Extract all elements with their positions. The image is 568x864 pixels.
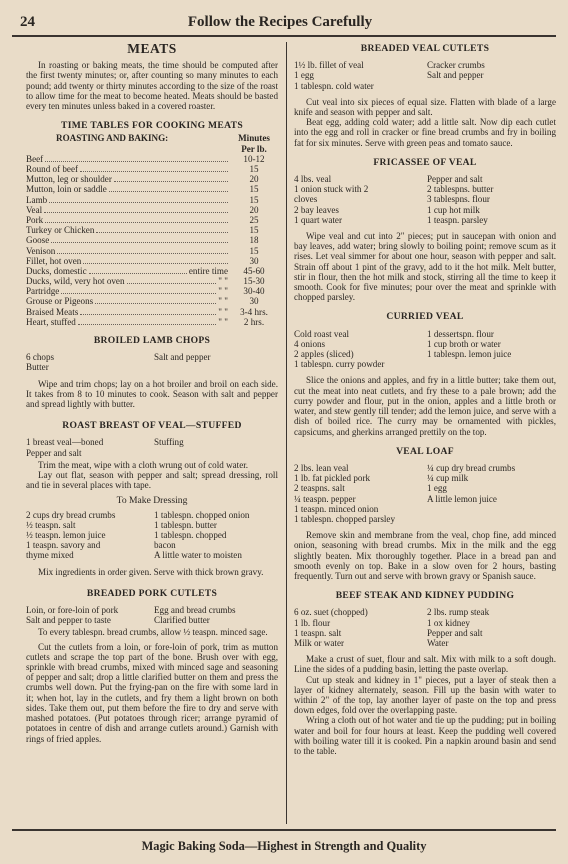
timetable-row: [26, 246, 278, 256]
timetable-row: [26, 205, 278, 215]
meat-minutes: 3-4 hrs.: [240, 306, 268, 317]
meat-minutes: 15: [249, 225, 259, 236]
dressing-title: To Make Dressing: [116, 495, 188, 507]
ingredients-broiled-lamb: [26, 352, 278, 372]
title-fricassee: FRICASSEE OF VEAL: [373, 156, 477, 168]
ingredient: 3 tablespns. flour: [427, 194, 490, 205]
text-roast-veal-3: Mix ingredients in order given. Serve with thick brown gravy.: [38, 566, 264, 577]
ingredient: cloves: [294, 194, 318, 205]
timetable-row: [26, 174, 278, 184]
title-roast-veal: ROAST BREAST OF VEAL—STUFFED: [62, 420, 242, 432]
ingredient: 2 teaspns. salt: [294, 483, 345, 494]
page-header: [20, 14, 540, 34]
text-pork-cutlets-2: Cut the cutlets from a loin, or fore-loin of pork, trim as mutton cutlets and scrape the top part of the bone. Brush over with egg, sprinkle with bread crumbs, mixed with minced sage and seasoning of pepper and salt; drop a little clarified butter on them and press the crumbs well down. Put the frying-pan on the fire with some lard in it; when hot, lay in the cutlets, and fry them a light brown on both sides. Take them out, put them before the fire to dry and serve with mashed potatoes. (Put potatoes through ricer; arrange pyramid of potatoes in centre of dish and arrange cutlets around.) Garnish with rings of fried apples.: [26, 641, 278, 744]
ingredient: Butter: [26, 362, 49, 373]
ingredient: [427, 504, 556, 514]
text-broiled-lamb: Wipe and trim chops; lay on a hot broiler and broil on each side. It takes from 8 to 10 minutes to cook. Season with salt and pepper and spread lightly with butter.: [26, 378, 278, 410]
meat-note: " ": [218, 276, 228, 287]
meat-name: Venison: [26, 245, 56, 256]
ingredient: 1 tablespn. chopped: [154, 530, 227, 541]
meat-note: " ": [218, 286, 228, 297]
timetable: [26, 133, 278, 327]
meat-minutes: 25: [249, 214, 259, 225]
meats-intro: In roasting or baking meats, the time should be computed after the first twenty minutes; or, after counting so many minutes to each pound; add twenty or thirty minutes according to the size of the roast to allow time for the meat to become heated. Meats should be basted every ten minutes unless baked in a covered roaster.: [26, 60, 278, 112]
ingredient: 1½ lb. fillet of veal: [294, 60, 364, 71]
ingredient: 2 bay leaves: [294, 204, 339, 215]
timetable-col-head: Minutes: [238, 133, 270, 144]
meat-minutes: 45-60: [243, 265, 265, 276]
timetable-row: [26, 256, 278, 266]
ingredient: Pepper and salt: [427, 627, 483, 638]
ingredient: ¼ teaspn. pepper: [294, 493, 356, 504]
meat-name: Grouse or Pigeons: [26, 296, 94, 307]
timetable-row: [26, 215, 278, 225]
ingredient: 2 lbs. rump steak: [427, 607, 490, 618]
timetable-title: TIME TABLES FOR COOKING MEATS: [61, 120, 243, 132]
ingredient: Egg and bread crumbs: [154, 605, 236, 616]
meat-note: " ": [218, 296, 228, 307]
section-title-meats: MEATS: [127, 41, 177, 56]
timetable-row: [26, 286, 278, 296]
meat-name: Fillet, hot oven: [26, 255, 82, 266]
ingredient: Milk or water: [294, 637, 345, 648]
ingredient: ½ teaspn. salt: [26, 519, 76, 530]
meat-name: Mutton, loin or saddle: [26, 184, 107, 195]
meat-name: Round of beef: [26, 164, 79, 174]
meat-minutes: 10-12: [243, 153, 265, 164]
meat-name: Ducks, domestic: [26, 265, 87, 276]
ingredients-dressing: [26, 510, 278, 561]
ingredient: 6 oz. suet (chopped): [294, 607, 368, 618]
text-fricassee: Wipe veal and cut into 2" pieces; put in saucepan with onion and bay leaves, add water; bring slowly to boiling point; remove scum as it rises. Let veal simmer for about one hour, season with pepper and salt. Strain off about 1 pint of the gravy, add to it the hot milk. Melt butter, stir in flour, then the hot milk and stock, stirring all the time to keep it smooth. Cook for five minutes; pour over the meat and sprinkle with chopped parsley.: [294, 231, 556, 303]
ingredient: 1 tablespn. cold water: [294, 80, 374, 91]
ingredient: Clarified butter: [154, 615, 210, 626]
meat-minutes: 30: [249, 255, 259, 266]
ingredient: 1 quart water: [294, 214, 342, 225]
text-roast-veal-1: Trim the meat, wipe with a cloth wrung out of cold water.: [38, 459, 249, 470]
timetable-row: [26, 184, 278, 194]
text-breaded-veal-1: Cut veal into six pieces of equal size. Flatten with blade of a large knife and season with pepper and salt.: [294, 96, 556, 118]
ingredient: Pepper and salt: [427, 174, 483, 185]
ingredient: Cold roast veal: [294, 328, 350, 339]
timetable-row: [26, 164, 278, 174]
meat-minutes: 15-30: [243, 276, 265, 287]
meat-name: Braised Meats: [26, 306, 79, 317]
ingredient: 1 egg: [427, 483, 447, 494]
ingredient: 1 onion stuck with 2: [294, 184, 369, 195]
meat-note: " ": [218, 316, 228, 327]
footer-rule: [12, 829, 556, 831]
ingredient: 1 tablespn. chopped onion: [154, 509, 250, 520]
title-curried-veal: CURRIED VEAL: [386, 311, 464, 323]
text-steak-kidney-3: Wring a cloth out of hot water and tie up the pudding; put in boiling water and boil for four hours at least. Keep the pudding well covered with boiling water till it is cooked. Pin a napkin around basin and send to the table.: [294, 715, 556, 756]
meat-minutes: 20: [249, 174, 259, 185]
ingredient: A little water to moisten: [154, 550, 242, 561]
ingredient: Stuffing: [154, 437, 184, 448]
ingredient: 2 lbs. lean veal: [294, 462, 349, 473]
page-number: 24: [20, 14, 35, 30]
ingredient: thyme mixed: [26, 550, 74, 561]
meat-minutes: 30: [249, 296, 259, 307]
title-breaded-veal: BREADED VEAL CUTLETS: [360, 43, 490, 54]
ingredient: 1 tablespn. lemon juice: [427, 349, 512, 360]
ingredient: 1 lb. fat pickled pork: [294, 473, 371, 484]
ingredient: 6 chops: [26, 352, 55, 363]
ingredient: Salt and pepper: [154, 352, 211, 363]
ingredients-curried-veal: [294, 329, 556, 370]
ingredient: Pepper and salt: [26, 447, 82, 458]
ingredient: 2 apples (sliced): [294, 349, 354, 360]
meat-name: Pork: [26, 214, 44, 225]
meat-minutes: 20: [249, 204, 259, 215]
ingredient: Water: [427, 637, 449, 648]
ingredient: 1 tablespn. curry powder: [294, 359, 385, 370]
ingredient: 1 breast veal—boned: [26, 437, 104, 448]
ingredients-pork-cutlets: [26, 605, 278, 625]
ingredient: 1 teaspn. minced onion: [294, 503, 379, 514]
text-veal-loaf: Remove skin and membrane from the veal, chop fine, add minced onion, seasoning with bread crumbs. Mix in the milk and the egg slightly beaten. Mix thoroughly together. Place in a bread pan and smooth evenly on top. Bake in a slow oven for 2 hours, basting frequently. Turn out and serve with brown gravy or Spanish sauce.: [294, 530, 556, 581]
timetable-row: [26, 195, 278, 205]
ingredient: [154, 448, 278, 458]
timetable-row: [26, 235, 278, 245]
ingredient: Salt and pepper to taste: [26, 615, 111, 626]
ingredient: bacon: [154, 540, 176, 551]
timetable-subtitle: ROASTING AND BAKING:: [56, 133, 169, 144]
text-pork-cutlets-1: To every tablespn. bread crumbs, allow ½ teaspn. minced sage.: [38, 627, 268, 638]
text-breaded-veal-2: Beat egg, adding cold water; add a little salt. Now dip each cutlet into the egg and roll in cracker or fine bread crumbs and fry in boiling fat for six minutes. Serve with green peas and tomato sauce.: [294, 117, 556, 148]
ingredient: Cracker crumbs: [427, 60, 485, 71]
ingredients-fricassee: [294, 174, 556, 225]
meat-minutes: 2 hrs.: [243, 316, 265, 327]
meat-minutes: 15: [249, 164, 259, 174]
title-veal-loaf: VEAL LOAF: [396, 445, 454, 457]
title-broiled-lamb: BROILED LAMB CHOPS: [93, 335, 211, 346]
timetable-row: [26, 276, 278, 286]
ingredient: [427, 359, 556, 369]
ingredient: ¼ cup dry bread crumbs: [427, 462, 516, 473]
ingredient: 1 lb. flour: [294, 617, 331, 628]
left-column: [26, 40, 278, 744]
ingredient: 4 onions: [294, 338, 326, 349]
ingredient: 1 teaspn. salt: [294, 627, 342, 638]
meat-minutes: 15: [249, 184, 259, 195]
meat-name: Partridge: [26, 286, 60, 297]
header-rule: [12, 35, 556, 37]
timetable-row: [26, 154, 278, 164]
ingredient: 2 cups dry bread crumbs: [26, 509, 116, 520]
timetable-row: [26, 266, 278, 276]
meat-name: Veal: [26, 204, 43, 215]
ingredient: 1 tablespn. chopped parsley: [294, 513, 396, 524]
ingredient: 4 lbs. veal: [294, 174, 332, 185]
ingredient: [154, 362, 278, 372]
meat-name: Turkey or Chicken: [26, 225, 95, 236]
timetable-row: [26, 225, 278, 235]
meat-minutes: 15: [249, 194, 259, 205]
title-steak-kidney: BEEF STEAK AND KIDNEY PUDDING: [335, 590, 515, 602]
ingredients-steak-kidney: [294, 607, 556, 648]
title-pork-cutlets: BREADED PORK CUTLETS: [86, 587, 218, 599]
running-title: Follow the Recipes Carefully: [187, 14, 373, 30]
ingredient: Loin, or fore-loin of pork: [26, 605, 119, 616]
text-steak-kidney-1: Make a crust of suet, flour and salt. Mix with milk to a soft dough. Line the sides of a pudding basin, letting the paste overlap.: [294, 654, 556, 675]
meat-minutes: 15: [249, 245, 259, 256]
meat-minutes: 30-40: [243, 286, 265, 297]
timetable-col-head2: Per lb.: [241, 143, 267, 154]
ingredient: ½ teaspn. lemon juice: [26, 530, 106, 541]
meat-name: Beef: [26, 153, 44, 164]
ingredients-breaded-veal: [294, 60, 556, 91]
timetable-row: [26, 317, 278, 327]
ingredients-roast-veal: [26, 437, 278, 457]
ingredient: A little lemon juice: [427, 493, 497, 504]
meat-note: entire time: [188, 265, 228, 276]
ingredient: Salt and pepper: [427, 70, 484, 81]
meat-name: Lamb: [26, 194, 48, 205]
meat-minutes: 18: [249, 235, 259, 246]
ingredients-veal-loaf: [294, 463, 556, 524]
ingredient: 1 dessertspn. flour: [427, 328, 494, 339]
meat-name: Mutton, leg or shoulder: [26, 174, 112, 185]
ingredient: 2 tablespns. butter: [427, 184, 494, 195]
ingredient: [427, 514, 556, 524]
meat-name: Goose: [26, 235, 50, 246]
meat-note: " ": [218, 306, 228, 317]
meat-name: Heart, stuffed: [26, 316, 76, 327]
ingredient: 1 egg: [294, 70, 314, 81]
ingredient: 1 cup broth or water: [427, 338, 501, 349]
page-footer: Magic Baking Soda—Highest in Strength and Quality: [141, 839, 427, 853]
ingredient: 1 ox kidney: [427, 617, 470, 628]
right-column: [294, 40, 556, 756]
timetable-row: [26, 307, 278, 317]
ingredient: [427, 81, 556, 91]
ingredient: 1 teaspn. parsley: [427, 214, 488, 225]
meat-name: Ducks, wild, very hot oven: [26, 276, 125, 287]
ingredient: 1 tablespn. butter: [154, 519, 217, 530]
text-roast-veal-2: Lay out flat, season with pepper and salt; spread dressing, roll and tie in several places with tape.: [26, 470, 278, 491]
timetable-row: [26, 296, 278, 306]
ingredient: 1 cup hot milk: [427, 204, 480, 215]
column-divider: [286, 42, 287, 824]
ingredient: ¼ cup milk: [427, 473, 469, 484]
text-steak-kidney-2: Cut up steak and kidney in 1" pieces, put a layer of steak then a layer of kidney alternately, season. Fill up the basin with water to within 2" of the top, lay another layer of paste on the top and press down edges, fold over the overlapping paste.: [294, 674, 556, 716]
ingredient: 1 teaspn. savory and: [26, 540, 101, 551]
text-curried-veal: Slice the onions and apples, and fry in a little butter; take them out, cut the meat into neat cutlets, and fry these to a pale brown; add the curry powder and flour, put in the onion, apples and a little broth or water, and stew gently till tender; add the lemon juice, and serve with a dish of boiled rice. The curry may be ornamented with pickles, capsicums, and gherkins arranged prettily on the top.: [294, 375, 556, 437]
